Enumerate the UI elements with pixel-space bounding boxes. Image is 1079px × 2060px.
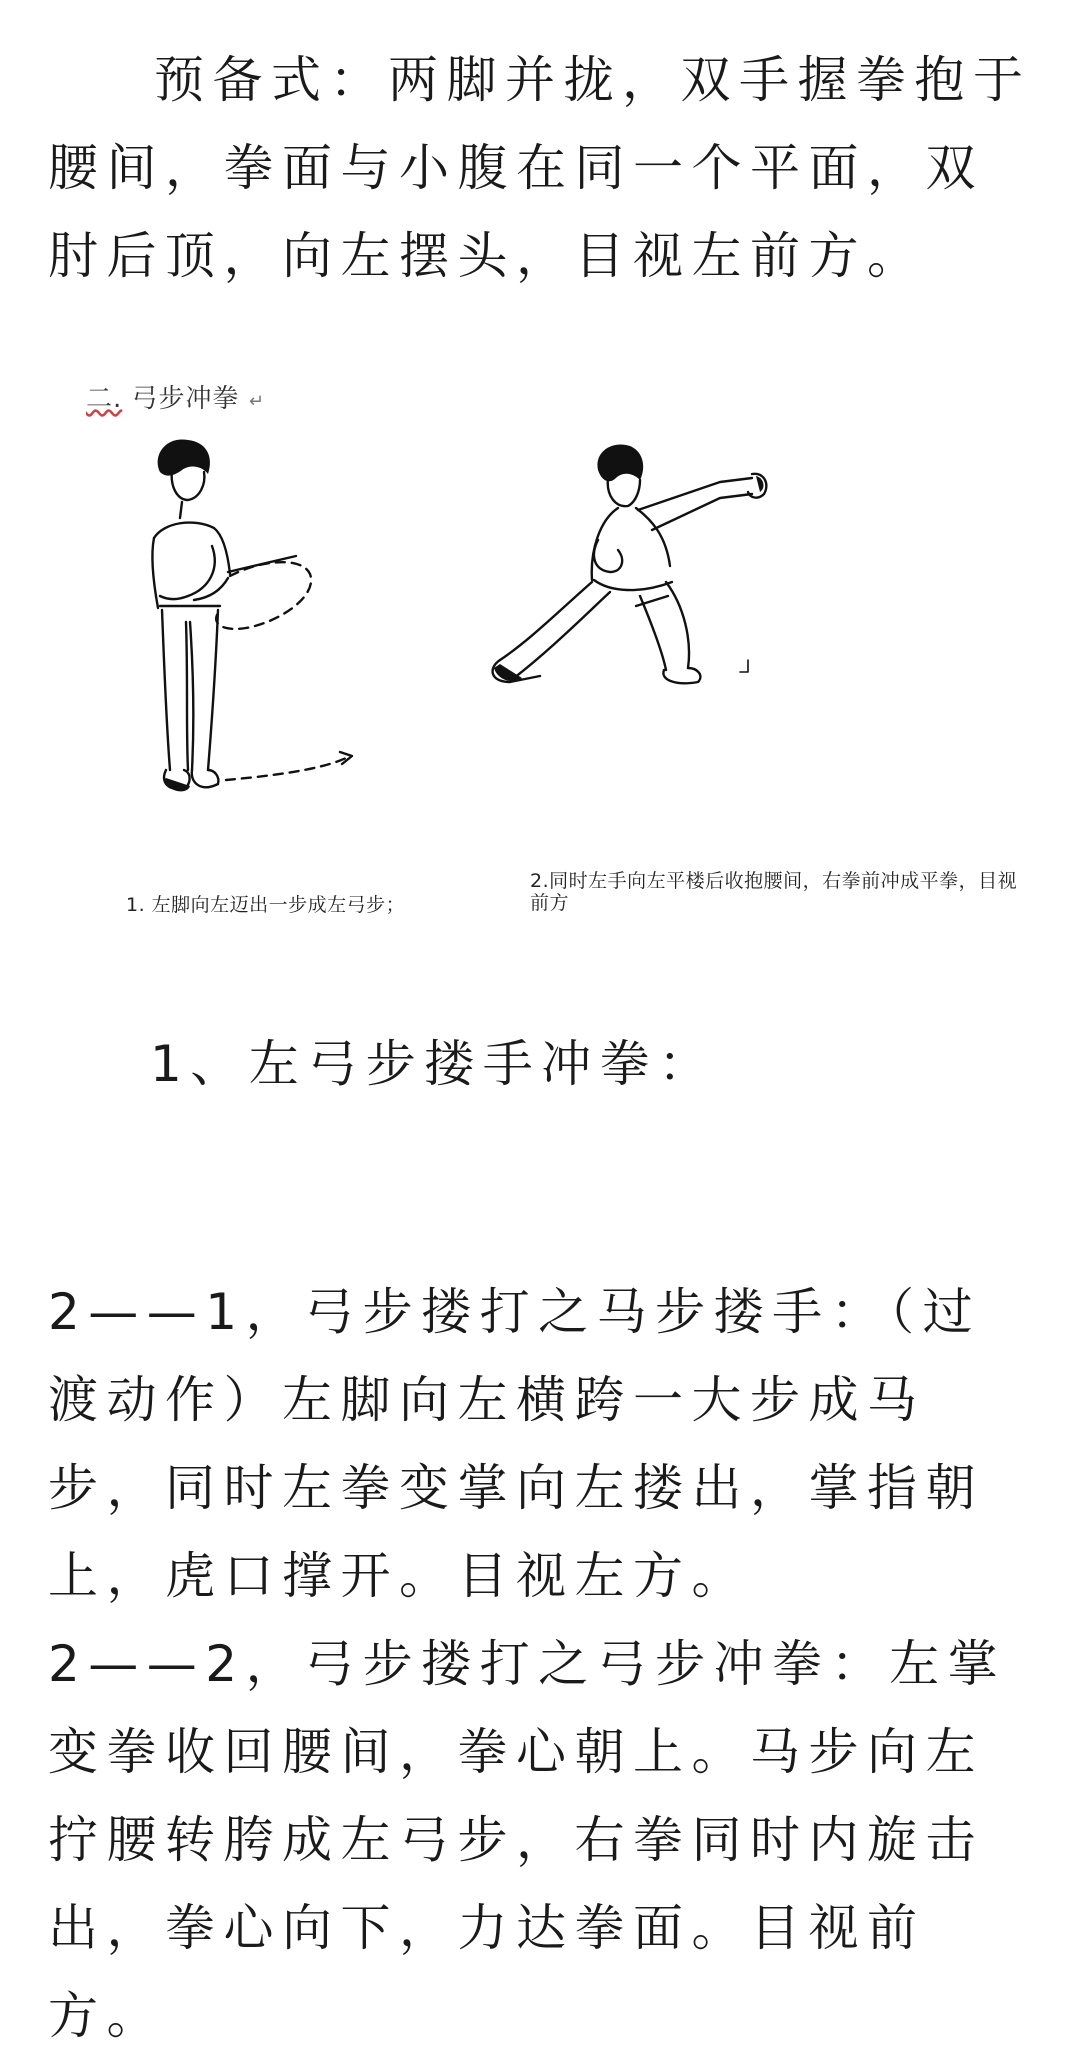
figure-return-mark: ↵ [248,391,265,412]
prep-paragraph: 预备式：两脚并拢，双手握拳抱于腰间，拳面与小腹在同一个平面，双肘后顶，向左摆头，目视左前方。 [48,51,1032,285]
step2-1-paragraph: 2——1，弓步搂打之马步搂手：（过渡动作）左脚向左横跨一大步成马步，同时左拳变掌向左搂出，掌指朝上，虎口撑开。目视左方。 [48,1283,984,1605]
figure-title-text: 弓步冲拳 [131,384,240,414]
standing-figure-drawing [152,439,352,791]
step2-2-paragraph: 2——2，弓步搂打之弓步冲拳：左掌变拳收回腰间，拳心朝上。马步向左拧腰转胯成左弓步，右拳同时内旋击出，拳心向下，力达拳面。目视前方。 [48,1635,1007,2045]
figure-caption-1: 1. 左脚向左迈出一步成左弓步； [126,894,406,916]
illustration-figure [70,360,1030,930]
figure-title-number: 二. [86,384,123,414]
figure-caption-2: 2.同时左手向左平楼后收抱腰间，右拳前冲成平拳，目视前方 [530,870,1018,914]
bow-stance-punch-figure-drawing [493,444,767,683]
step1-heading: 1、左弓步搂手冲拳： [150,1035,717,1093]
